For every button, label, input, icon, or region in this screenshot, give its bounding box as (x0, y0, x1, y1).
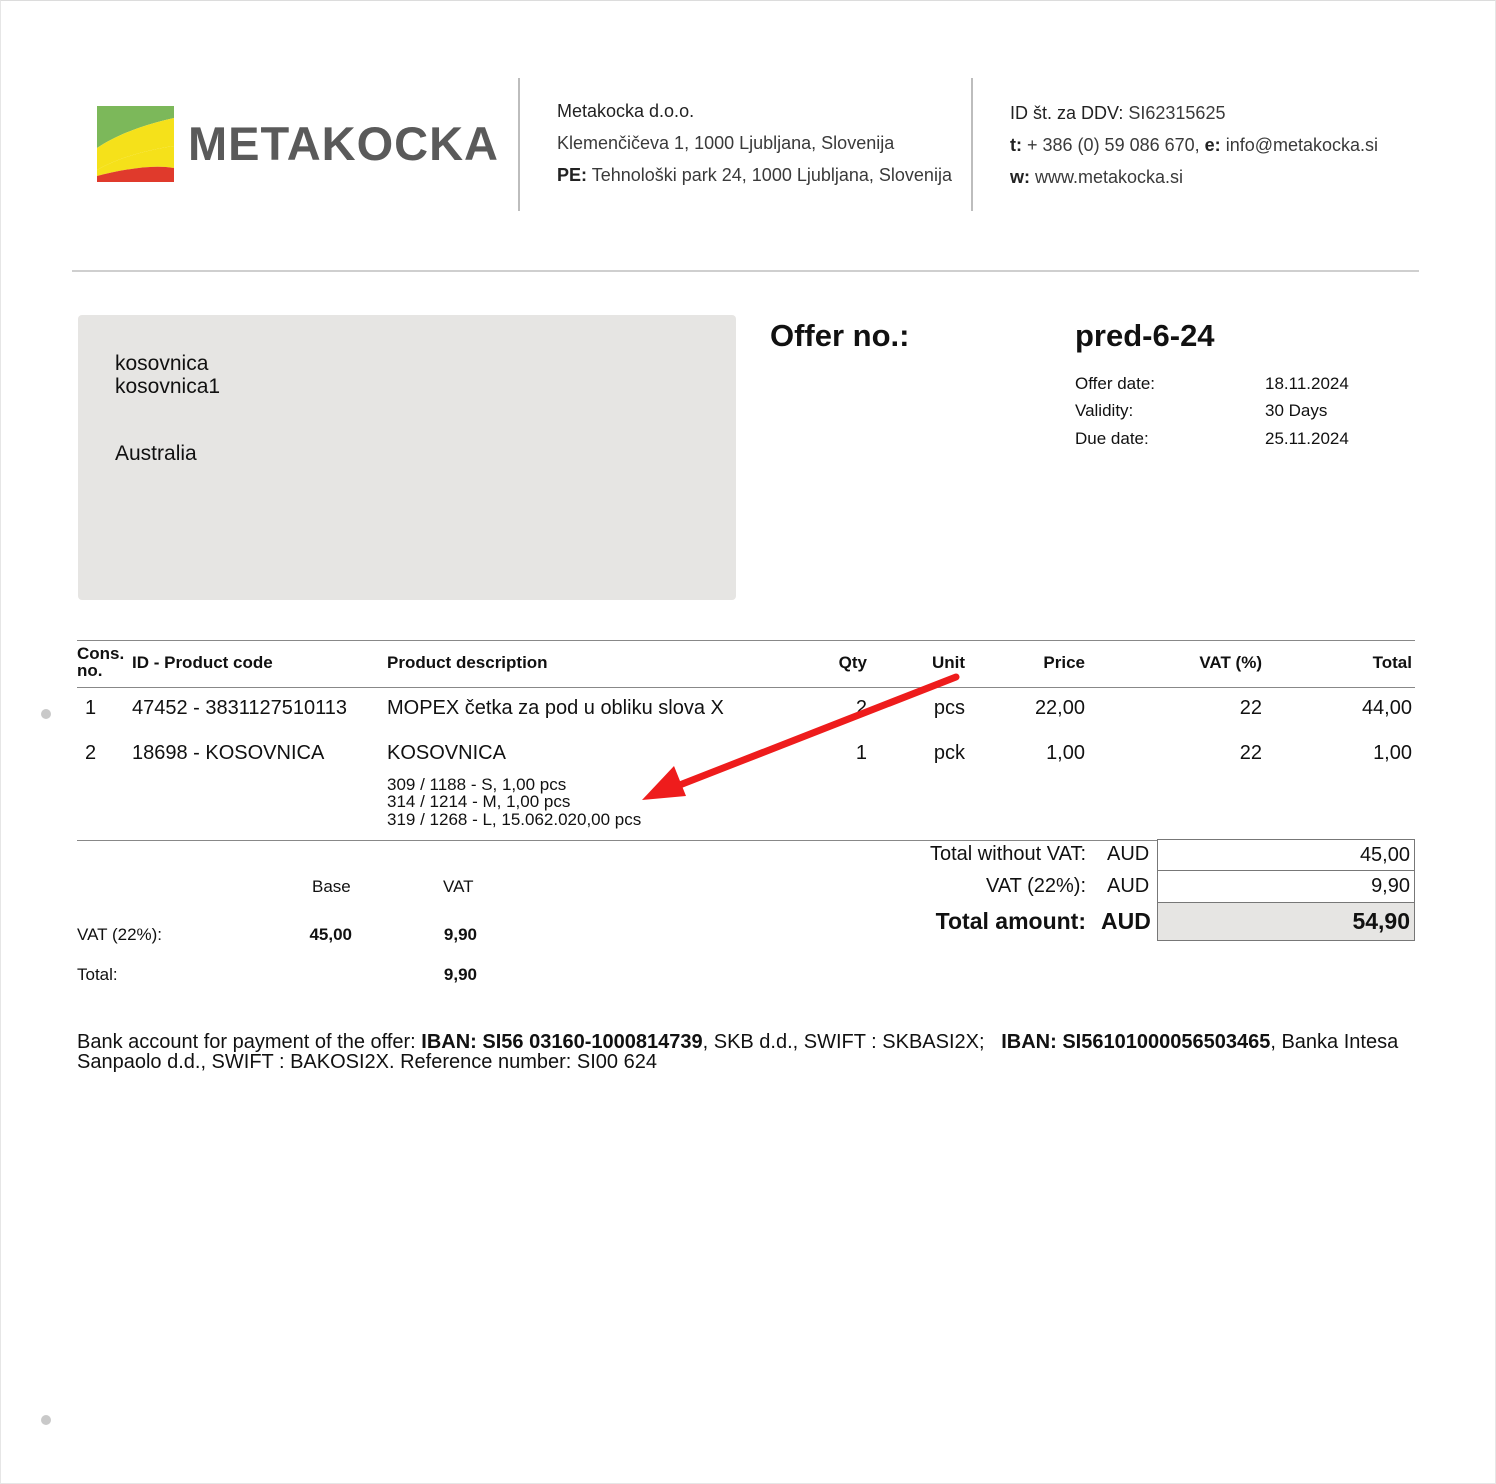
company-pe (557, 159, 952, 191)
logo-wordmark: METAKOCKA (188, 117, 499, 170)
component-line: 319 / 1268 - L, 15.062.020,00 pcs (387, 810, 642, 829)
total-without-vat-label: Total without VAT: (930, 843, 1086, 865)
bank-mid: , SKB d.d., SWIFT : SKBASI2X; (702, 1031, 985, 1053)
client-country: Australia (115, 442, 197, 465)
bank-line-2: Sanpaolo d.d., SWIFT : BAKOSI2X. Reference number: SI00 624 (77, 1051, 657, 1073)
vat-value: 9,90 (1157, 871, 1415, 903)
pe-label: PE: (557, 165, 588, 185)
vat-summary-total-label: Total: (77, 965, 118, 984)
row2-no: 2 (85, 742, 97, 764)
web-label: w: (1010, 167, 1030, 187)
vat-summary-row-vat: 9,90 (443, 925, 477, 944)
row2-vat: 22 (1239, 742, 1262, 764)
offer-number-label: Offer no.: (770, 318, 910, 353)
company-name: Metakocka d.o.o. (557, 101, 695, 121)
total-amount-currency: AUD (1101, 908, 1151, 934)
vat-summary-total-vat: 9,90 (443, 965, 477, 984)
total-amount-label: Total amount: (935, 908, 1086, 934)
col-header-code: ID - Product code (132, 653, 273, 672)
row1-qty: 2 (855, 697, 867, 719)
margin-dot (41, 709, 51, 719)
vat-id (1010, 97, 1378, 129)
row2-total: 1,00 (1373, 742, 1412, 764)
col-header-no: no. (77, 661, 103, 680)
due-date-label: Due date: (1075, 429, 1149, 448)
table-top-rule (77, 640, 1415, 641)
component-line: 314 / 1214 - M, 1,00 pcs (387, 792, 571, 811)
due-date-value: 25.11.2024 (1265, 429, 1349, 448)
pe-address: Tehnološki park 24, 1000 Ljubljana, Slovenija (591, 165, 952, 185)
iban-1: IBAN: SI56 03160-1000814739 (421, 1031, 703, 1053)
row2-price: 1,00 (1046, 742, 1085, 764)
row2-code: 18698 - KOSOVNICA (132, 742, 325, 764)
total-amount-value: 54,90 (1157, 903, 1415, 941)
row2-unit: pck (933, 742, 965, 764)
header-divider (971, 78, 973, 211)
row2-description: KOSOVNICA (387, 742, 506, 764)
header-separator (72, 270, 1419, 272)
phone-label: t: (1010, 135, 1022, 155)
vat-id-label: ID št. za DDV: (1010, 103, 1124, 123)
vat-id-value: SI62315625 (1128, 103, 1226, 123)
vat-summary-vat-header: VAT (443, 877, 474, 896)
row2-qty: 1 (855, 742, 867, 764)
client-name: kosovnica (115, 352, 209, 375)
col-header-price: Price (1043, 653, 1085, 672)
total-without-vat-currency: AUD (1107, 843, 1150, 865)
col-header-vat: VAT (%) (1199, 653, 1262, 672)
bank-suffix: , Banka Intesa (1270, 1031, 1399, 1053)
row1-description: MOPEX četka za pod u obliku slova X (387, 697, 724, 719)
company-contact (1010, 97, 1378, 193)
vat-label: VAT (22%): (985, 875, 1086, 897)
bank-line-1 (77, 1032, 1417, 1052)
col-header-cons: Cons. (77, 644, 125, 663)
validity-value: 30 Days (1265, 401, 1328, 420)
web-value: www.metakocka.si (1035, 167, 1184, 187)
total-without-vat-value: 45,00 (1157, 839, 1415, 871)
header-divider (518, 78, 520, 211)
iban-2: IBAN: SI56101000056503465 (1001, 1031, 1271, 1053)
company-address: Klemenčičeva 1, 1000 Ljubljana, Slovenija (557, 133, 895, 153)
row1-no: 1 (85, 697, 97, 719)
offer-date-label: Offer date: (1075, 374, 1156, 393)
vat-summary-row-label: VAT (22%): (77, 925, 163, 944)
margin-dot (41, 1415, 51, 1425)
vat-summary-row-base: 45,00 (309, 925, 352, 944)
vat-summary-base-header: Base (312, 877, 351, 896)
bank-account-info (77, 1032, 1417, 1072)
component-line: 309 / 1188 - S, 1,00 pcs (387, 775, 567, 794)
row1-code: 47452 - 3831127510113 (132, 697, 348, 719)
phone-value: + 386 (0) 59 086 670, (1027, 135, 1200, 155)
offer-number: pred-6-24 (1075, 318, 1215, 353)
vat-currency: AUD (1107, 875, 1150, 897)
col-header-description: Product description (387, 653, 548, 672)
email-value: info@metakocka.si (1225, 135, 1379, 155)
row1-price: 22,00 (1034, 697, 1085, 719)
col-header-qty: Qty (838, 653, 867, 672)
row1-total: 44,00 (1361, 697, 1412, 719)
table-bottom-rule (77, 840, 1157, 841)
company-info (557, 95, 952, 191)
email-label: e: (1204, 135, 1221, 155)
offer-date-value: 18.11.2024 (1265, 374, 1349, 393)
col-header-total: Total (1372, 653, 1412, 672)
red-arrow-annotation (630, 668, 970, 808)
row1-vat: 22 (1239, 697, 1262, 719)
bank-prefix: Bank account for payment of the offer: (77, 1031, 416, 1053)
validity-label: Validity: (1075, 401, 1134, 420)
website (1010, 161, 1378, 193)
phone-email (1010, 129, 1378, 161)
col-header-unit: Unit (931, 653, 965, 672)
row1-unit: pcs (933, 697, 965, 719)
client-name-2: kosovnica1 (115, 375, 221, 398)
